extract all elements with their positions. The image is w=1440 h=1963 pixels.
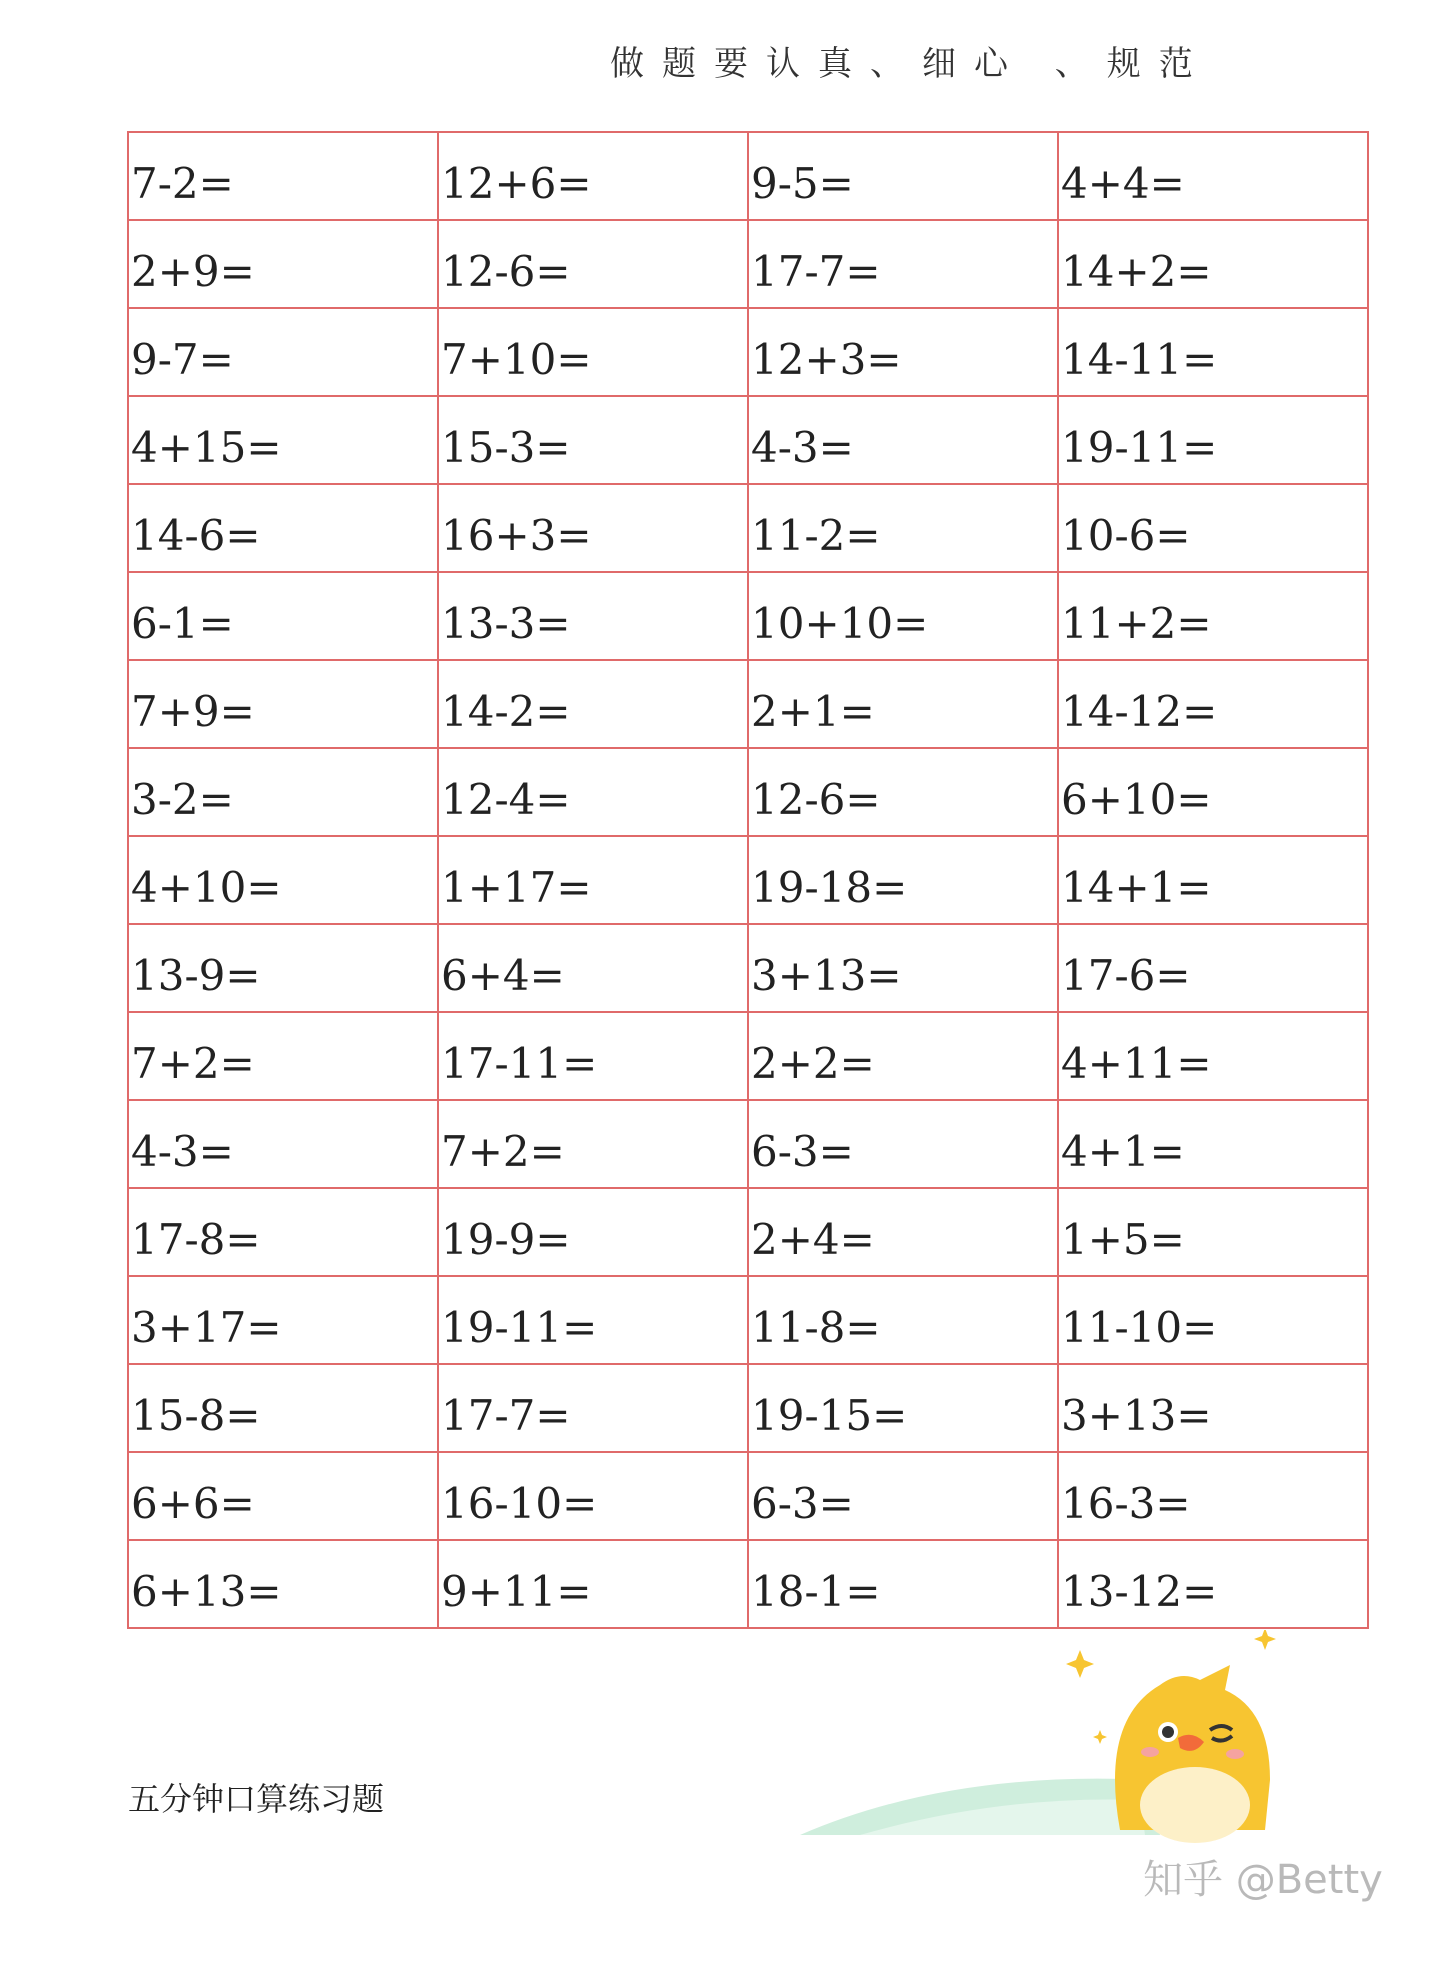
arithmetic-problem-cell: 3-2= (128, 748, 438, 836)
arithmetic-problem-cell: 9+11= (438, 1540, 748, 1628)
worksheet-row (128, 1188, 1368, 1276)
arithmetic-problem-cell: 12+3= (748, 308, 1058, 396)
arithmetic-problem-cell: 17-7= (438, 1364, 748, 1452)
arithmetic-problem-cell: 11-8= (748, 1276, 1058, 1364)
mascot-bird (1115, 1665, 1270, 1843)
worksheet-row (128, 220, 1368, 308)
arithmetic-worksheet-grid (127, 131, 1369, 1629)
arithmetic-problem-cell: 4-3= (128, 1100, 438, 1188)
worksheet-row (128, 836, 1368, 924)
arithmetic-problem-cell: 7+10= (438, 308, 748, 396)
arithmetic-problem-cell: 16+3= (438, 484, 748, 572)
arithmetic-problem-cell: 14-6= (128, 484, 438, 572)
arithmetic-problem-cell: 17-11= (438, 1012, 748, 1100)
arithmetic-problem-cell: 17-8= (128, 1188, 438, 1276)
sparkle-icon (1254, 1630, 1276, 1650)
arithmetic-problem-cell: 2+2= (748, 1012, 1058, 1100)
arithmetic-problem-cell: 4+11= (1058, 1012, 1368, 1100)
arithmetic-problem-cell: 6-3= (748, 1452, 1058, 1540)
worksheet-row (128, 748, 1368, 836)
arithmetic-problem-cell: 18-1= (748, 1540, 1058, 1628)
worksheet-row (128, 1540, 1368, 1628)
worksheet-row (128, 1364, 1368, 1452)
arithmetic-problem-cell: 19-11= (438, 1276, 748, 1364)
arithmetic-problem-cell: 14-2= (438, 660, 748, 748)
arithmetic-problem-cell: 1+17= (438, 836, 748, 924)
arithmetic-problem-cell: 15-8= (128, 1364, 438, 1452)
arithmetic-problem-cell: 14-12= (1058, 660, 1368, 748)
yellow-bird-mascot-icon (800, 1630, 1320, 1850)
worksheet-row (128, 308, 1368, 396)
worksheet-row (128, 924, 1368, 1012)
arithmetic-problem-cell: 16-3= (1058, 1452, 1368, 1540)
arithmetic-problem-cell: 10-6= (1058, 484, 1368, 572)
arithmetic-problem-cell: 11+2= (1058, 572, 1368, 660)
worksheet-row (128, 132, 1368, 220)
arithmetic-problem-cell: 6+4= (438, 924, 748, 1012)
sparkle-icon (1066, 1650, 1094, 1678)
worksheet-title: 五分钟口算练习题 (128, 1780, 385, 1818)
arithmetic-problem-cell: 4+4= (1058, 132, 1368, 220)
arithmetic-problem-cell: 7+2= (438, 1100, 748, 1188)
arithmetic-problem-cell: 12+6= (438, 132, 748, 220)
arithmetic-problem-cell: 7+2= (128, 1012, 438, 1100)
worksheet-row (128, 484, 1368, 572)
arithmetic-problem-cell: 7+9= (128, 660, 438, 748)
arithmetic-problem-cell: 16-10= (438, 1452, 748, 1540)
arithmetic-problem-cell: 19-9= (438, 1188, 748, 1276)
arithmetic-problem-cell: 12-6= (438, 220, 748, 308)
arithmetic-problem-cell: 3+17= (128, 1276, 438, 1364)
worksheet-row (128, 572, 1368, 660)
arithmetic-problem-cell: 2+9= (128, 220, 438, 308)
arithmetic-problem-cell: 4+1= (1058, 1100, 1368, 1188)
arithmetic-problem-cell: 1+5= (1058, 1188, 1368, 1276)
worksheet-grid-body (128, 132, 1368, 1628)
header-reminder: 做题要认真、细心 、规范 (610, 44, 1211, 84)
worksheet-row (128, 1012, 1368, 1100)
worksheet-row (128, 1276, 1368, 1364)
arithmetic-problem-cell: 12-4= (438, 748, 748, 836)
arithmetic-problem-cell: 11-10= (1058, 1276, 1368, 1364)
arithmetic-problem-cell: 4-3= (748, 396, 1058, 484)
arithmetic-problem-cell: 9-5= (748, 132, 1058, 220)
arithmetic-problem-cell: 7-2= (128, 132, 438, 220)
arithmetic-problem-cell: 6+13= (128, 1540, 438, 1628)
arithmetic-problem-cell: 6-1= (128, 572, 438, 660)
arithmetic-problem-cell: 14+1= (1058, 836, 1368, 924)
worksheet-row (128, 396, 1368, 484)
worksheet-row (128, 660, 1368, 748)
arithmetic-problem-cell: 2+4= (748, 1188, 1058, 1276)
arithmetic-problem-cell: 6+10= (1058, 748, 1368, 836)
arithmetic-problem-cell: 19-18= (748, 836, 1058, 924)
arithmetic-problem-cell: 4+10= (128, 836, 438, 924)
arithmetic-problem-cell: 13-9= (128, 924, 438, 1012)
arithmetic-problem-cell: 10+10= (748, 572, 1058, 660)
worksheet-row (128, 1100, 1368, 1188)
arithmetic-problem-cell: 17-7= (748, 220, 1058, 308)
arithmetic-problem-cell: 12-6= (748, 748, 1058, 836)
arithmetic-problem-cell: 6+6= (128, 1452, 438, 1540)
worksheet-row (128, 1452, 1368, 1540)
arithmetic-problem-cell: 6-3= (748, 1100, 1058, 1188)
zhihu-watermark: 知乎 @Betty (1143, 1857, 1383, 1903)
arithmetic-problem-cell: 19-15= (748, 1364, 1058, 1452)
arithmetic-problem-cell: 13-12= (1058, 1540, 1368, 1628)
arithmetic-problem-cell: 14-11= (1058, 308, 1368, 396)
sparkle-icon (1093, 1730, 1107, 1744)
arithmetic-problem-cell: 2+1= (748, 660, 1058, 748)
arithmetic-problem-cell: 4+15= (128, 396, 438, 484)
arithmetic-problem-cell: 17-6= (1058, 924, 1368, 1012)
arithmetic-problem-cell: 9-7= (128, 308, 438, 396)
arithmetic-problem-cell: 11-2= (748, 484, 1058, 572)
arithmetic-problem-cell: 15-3= (438, 396, 748, 484)
arithmetic-problem-cell: 13-3= (438, 572, 748, 660)
arithmetic-problem-cell: 19-11= (1058, 396, 1368, 484)
arithmetic-problem-cell: 3+13= (748, 924, 1058, 1012)
arithmetic-problem-cell: 14+2= (1058, 220, 1368, 308)
arithmetic-problem-cell: 3+13= (1058, 1364, 1368, 1452)
